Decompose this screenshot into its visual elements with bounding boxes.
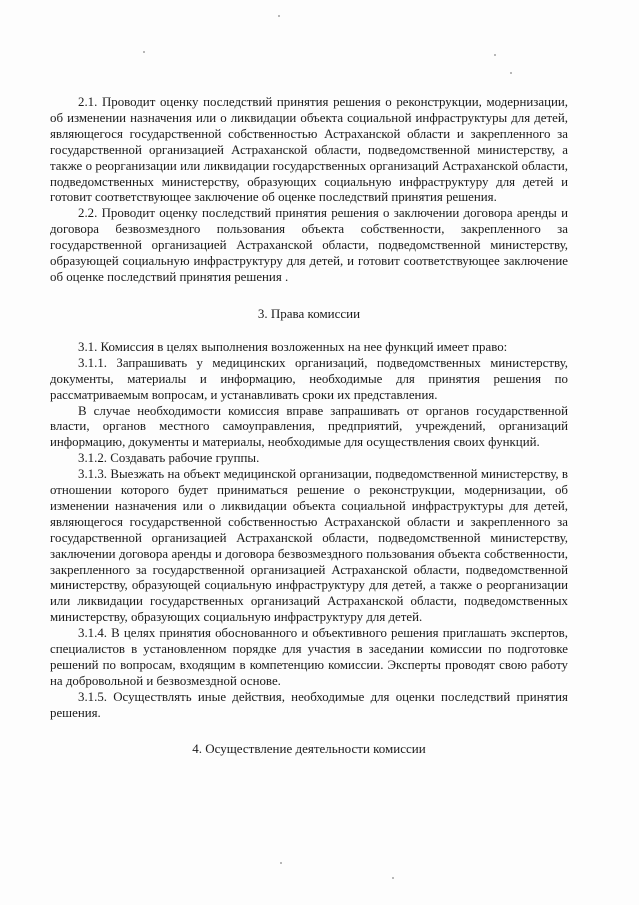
paragraph-3-1-1: 3.1.1. Запрашивать у медицинских организаций, подведомственных министерству, документы, материалы и информацию, необходимые для принятия решения по рассматриваемым вопросам, и устанавливать сроки их представления.	[50, 355, 568, 402]
document-body	[50, 95, 568, 757]
paragraph-3-1-5: 3.1.5. Осуществлять иные действия, необходимые для оценки последствий принятия решения.	[50, 689, 568, 720]
paragraph-3-1: 3.1. Комиссия в целях выполнения возложенных на нее функций имеет право:	[78, 339, 508, 354]
paragraph-2-2: 2.2. Проводит оценку последствий принятия решения о заключении договора аренды и договора безвозмездного пользования объекта собственности, закрепленного за государственной организацией Астраханской области, подведомственной министерству, образующей социальную инфраструктуру для детей, и готовит соответствующее заключение об оценке последствий принятия решения .	[50, 206, 568, 284]
scan-speck	[143, 51, 145, 53]
scan-speck	[392, 877, 394, 879]
scan-speck	[280, 862, 282, 864]
section-heading-rights: 3. Права комиссии	[257, 305, 361, 321]
paragraph-2-1: 2.1. Проводит оценку последствий принятия решения о реконструкции, модернизации, об изменении назначения или о ликвидации объекта социальной инфраструктуры для детей, являющегося государственной собственностью Астраханской области и закрепленного за государственной организацией Астраханской области, подведомственной министерству, а также о реорганизации или ликвидации государственных организаций Астраханской области, подведомственных министерству, образующих социальную инфраструктуру для детей и готовит соответствующее заключение об оценке последствий принятия решения.	[50, 95, 568, 205]
paragraph-3-1-1-continued: В случае необходимости комиссия вправе запрашивать от органов государственной власти, органов местного самоуправления, предприятий, учреждений, организаций информацию, документы и материалы, необходимые для осуществления своих функций.	[50, 403, 568, 450]
scan-speck	[278, 15, 280, 17]
paragraph-3-1-3: 3.1.3. Выезжать на объект медицинской организации, подведомственной министерству, в отношении которого будет приниматься решение о реконструкции, модернизации, об изменении назначения или о ликвидации объекта социальной инфраструктуры для детей, являющегося государственной собственностью Астраханской области и закрепленного за государственной организацией Астраханской области, подведомственной министерству, заключении договора аренды и договора безвозмездного пользования объекта собственности, закрепленного за государственной организацией Астраханской области, подведомственной министерству, образующей социальную инфраструктуру для детей, а также о реорганизации или ликвидации государственных организаций Астраханской области, подведомственных министерству, образующих социальную инфраструктуру для детей.	[50, 467, 568, 625]
scan-speck	[494, 54, 496, 56]
scan-speck	[510, 72, 512, 74]
paragraph-3-1-2: 3.1.2. Создавать рабочие группы.	[78, 451, 260, 466]
paragraph-3-1-4: 3.1.4. В целях принятия обоснованного и объективного решения приглашать экспертов, специалистов в установленном порядке для участия в заседании комиссии по подготовке решений по вопросам, входящим в компетенцию комиссии. Эксперты проводят свою работу на добровольной и безвозмездной основе.	[50, 626, 568, 688]
section-heading-activity: 4. Осуществление деятельности комиссии	[192, 740, 426, 756]
